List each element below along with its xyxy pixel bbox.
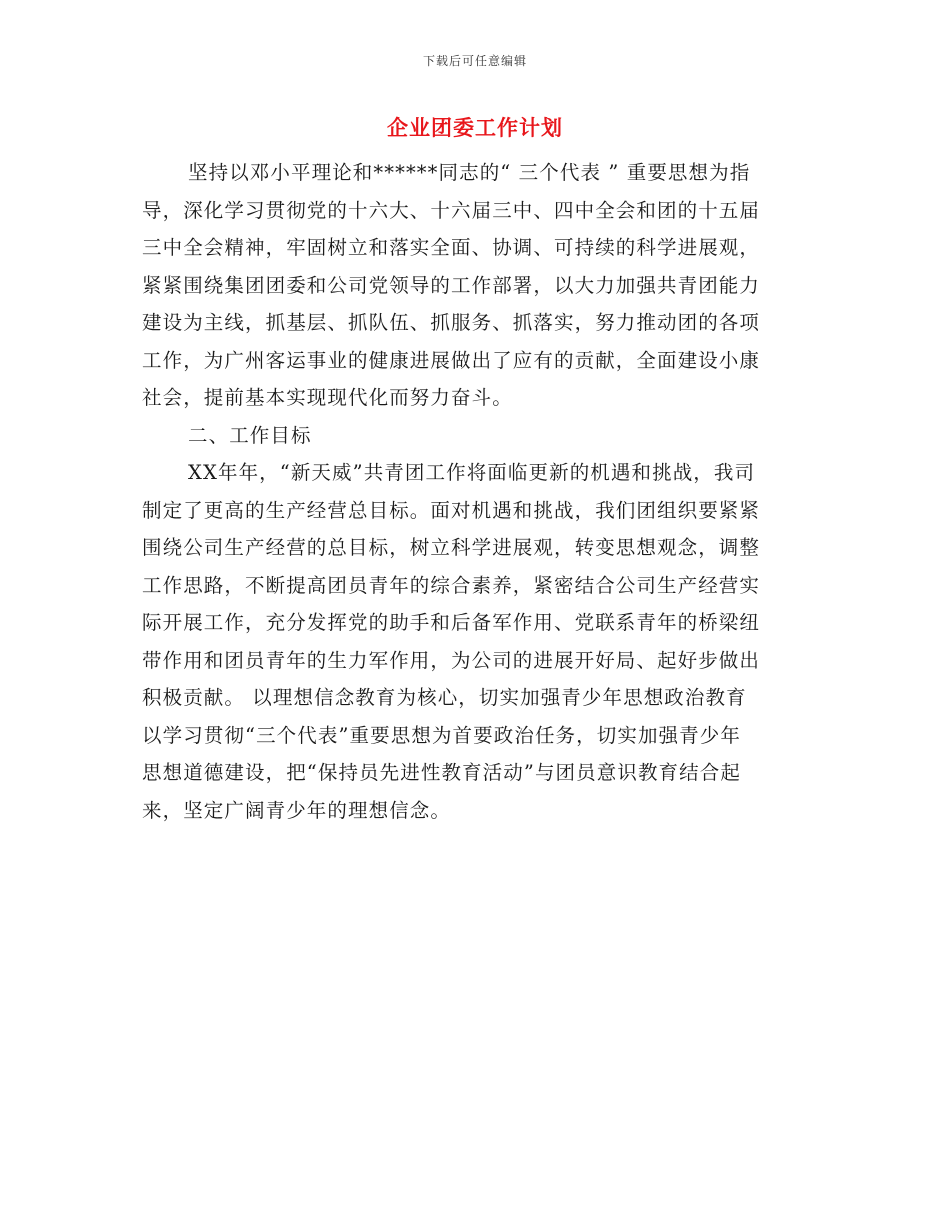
paragraph-line: 以学习贯彻“三个代表”重要思想为首要政治任务，切实加强青少年 bbox=[142, 723, 741, 747]
paragraph-line: 思想道德建设，把“保持员先进性教育活动”与团员意识教育结合起 bbox=[142, 761, 741, 784]
paragraph-line: 带作用和团员青年的生力军作用，为公司的进展开好局、起好步做出 bbox=[142, 648, 761, 672]
paragraph-line: 三中全会精神，牢固树立和落实全面、协调、可持续的科学进展观， bbox=[142, 236, 761, 259]
paragraph-line: 来，坚定广阔青少年的理想信念。 bbox=[142, 798, 452, 822]
paragraph-line: 际开展工作，充分发挥党的助手和后备军作用、党联系青年的桥梁纽 bbox=[142, 611, 761, 634]
paragraph-line: 建设为主线，抓基层、抓队伍、抓服务、抓落实，努力推动团的各项 bbox=[142, 311, 761, 334]
paragraph-line: 工作，为广州客运事业的健康进展做出了应有的贡献，全面建设小康 bbox=[142, 348, 761, 372]
paragraph-line: XX年年，“新天威”共青团工作将面临更新的机遇和挑战，我司 bbox=[188, 461, 756, 484]
paragraph-line: 坚持以邓小平理论和******同志的“ 三个代表 ” 重要思想为指 bbox=[188, 161, 751, 184]
header-note: 下载后可任意编辑 bbox=[422, 54, 527, 68]
document-body bbox=[142, 154, 814, 829]
section-heading: 二、工作目标 bbox=[188, 423, 312, 447]
paragraph-line: 社会，提前基本实现现代化而努力奋斗。 bbox=[142, 386, 513, 409]
paragraph-line: 紧紧围绕集团团委和公司党领导的工作部署，以大力加强共青团能力 bbox=[142, 273, 761, 297]
paragraph-line: 制定了更高的生产经营总目标。面对机遇和挑战，我们团组织要紧紧 bbox=[142, 498, 761, 522]
paragraph-line: 工作思路，不断提高团员青年的综合素养，紧密结合公司生产经营实 bbox=[142, 573, 761, 597]
paragraph-line: 积极贡献。 以理想信念教育为核心，切实加强青少年思想政治教育 bbox=[142, 686, 747, 709]
paragraph-line: 围绕公司生产经营的总目标，树立科学进展观，转变思想观念，调整 bbox=[142, 536, 761, 559]
document-title: 企业团委工作计划 bbox=[387, 115, 563, 140]
paragraph-line: 导，深化学习贯彻党的十六大、十六届三中、四中全会和团的十五届 bbox=[142, 198, 761, 222]
